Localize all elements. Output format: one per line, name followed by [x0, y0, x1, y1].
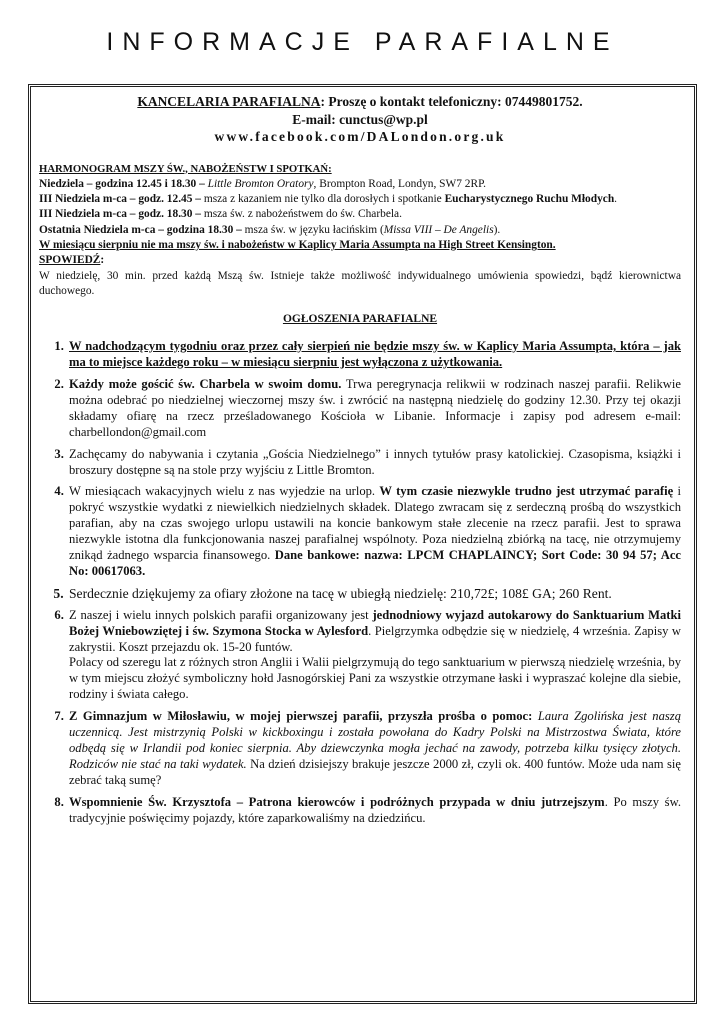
announcement-5: 5. Serdecznie dziękujemy za ofiary złożone na tacę w ubiegłą niedzielę: 210,72£; 108£ GA; 260 Rent. [67, 586, 681, 602]
confession-heading: SPOWIEDŹ: [39, 254, 105, 267]
office-email: E-mail: cunctus@wp.pl [292, 111, 428, 127]
schedule-line-2: III Niedziela m-ca – godz. 12.45 – msza z kazaniem nie tylko dla dorosłych i spotkanie Eucharystycznego Ruchu Młodych. [39, 193, 618, 206]
announcement-7: 7. Z Gimnazjum w Miłosławiu, w mojej pierwszej parafii, przyszła prośba o pomoc: Laura Zgolińska jest naszą uczennicą. Jest mistrzynią Polski w kickboxingu i została powołana do Kadry Polski na Mistrzostwa Świata, które odbędą się w Irlandii pod koniec sierpnia. Aby dziewczynka mogła jechać na zawody, potrzeba kilku tysięcy złotych. Rodziców nie stać na taki wydatek. Na dzień dzisiejszy brakuje jeszcze 2000 zł, czyli ok. 400 funtów. Może uda nam się zebrać taką sumę? [67, 709, 681, 789]
announcement-2: 2. Każdy może gościć św. Charbela w swoim domu. Trwa peregrynacja relikwii w rodzinach naszej parafii. Relikwie można odebrać po niedzielnej wieczornej mszy św. i zwrócić na następną niedzielę do godziny 12.30. Przy tej okazji składamy ofiarę na rzecz prześladowanego Kościoła w Libanie. Informacje i zapisy pod adresem e-mail: charbellondon@gmail.com [67, 377, 681, 441]
schedule-line-1: Niedziela – godzina 12.45 i 18.30 – Little Bromton Oratory, Brompton Road, Londyn, SW7 2RP. [39, 177, 486, 190]
office-facebook: www.facebook.com/DALondon.org.uk [214, 129, 506, 144]
office-contact [39, 93, 681, 146]
announcement-1: 1. W nadchodzącym tygodniu oraz przez cały sierpień nie będzie mszy św. w Kaplicy Maria Assumpta, która – jak ma to miejsce każdego roku – w miesiącu sierpniu jest wyłączona z użytkowania. [67, 339, 681, 371]
office-label: KANCELARIA PARAFIALNA [137, 94, 321, 109]
schedule-heading: HARMONOGRAM MSZY ŚW., NABOŻEŃSTW I SPOTKAŃ: [39, 162, 332, 175]
announcement-3: 3. Zachęcamy do nabywania i czytania „Gościa Niedzielnego” i innych tytułów prasy katolickiej. Czasopisma, książki i broszury dostępne są na stole przy wyjściu z Little Bromton. [67, 447, 681, 479]
bulletin-content [39, 93, 681, 833]
announcement-8: 8. Wspomnienie Św. Krzysztofa – Patrona kierowców i podróżnych przypada w dniu jutrzejszym. Po mszy św. tradycyjnie poświęcimy pojazdy, które zaparkowaliśmy na dziedzińcu. [67, 795, 681, 827]
page-title: INFORMACJE PARAFIALNE [106, 28, 619, 56]
schedule-line-5: W miesiącu sierpniu nie ma mszy św. i nabożeństw w Kaplicy Maria Assumpta na High Street Kensington. [39, 238, 556, 251]
bulletin-frame [28, 84, 697, 1004]
mass-schedule [39, 162, 681, 300]
schedule-line-4: Ostatnia Niedziela m-ca – godzina 18.30 – msza św. w języku łacińskim (Missa VIII – De Angelis). [39, 223, 501, 236]
announcements-title: OGŁOSZENIA PARAFIALNE [282, 313, 438, 326]
schedule-line-3: III Niedziela m-ca – godz. 18.30 – msza św. z nabożeństwem do św. Charbela. [39, 208, 402, 221]
announcement-6: 6. Z naszej i wielu innych polskich parafii organizowany jest jednodniowy wyjazd autokarowy do Sanktuarium Matki Bożej Wniebowziętej i św. Szymona Stocka w Aylesford. Pielgrzymka odbędzie się w niedzielę, 4 września. Zapisy w zakrystii. Koszt przejazdu ok. 15-20 funtów. Polacy od szeregu lat z różnych stron Anglii i Walii pielgrzymują do tego sanktuarium w pierwszą niedzielę września, by w tym miejscu złożyć symboliczny hołd Jasnogórskiej Pani za wszystkie otrzymane łaski i wypraszać kolejne dla siebie, rodziny i świata całego. [67, 608, 681, 703]
office-phone: : Proszę o kontakt telefoniczny: 07449801752. [320, 94, 583, 109]
confession-text: W niedzielę, 30 min. przed każdą Mszą św. Istnieje także możliwość indywidualnego umówienia spowiedzi, bądź kierownictwa duchowego. [39, 269, 681, 297]
announcement-4: 4. W miesiącach wakacyjnych wielu z nas wyjedzie na urlop. W tym czasie niezwykle trudno jest utrzymać parafię i pokryć wszystkie wydatki z niewielkich niedzielnych składek. Dlatego zwracam się z serdeczną prośbą do wszystkich parafian, aby na czas swojego urlopu ustawili na koncie bankowym stałe zlecenie na rzecz parafii. Jest to sprawa niezwykle istotna dla funkcjonowania naszej parafialnej wspólnoty. Poza niedzielną zbiórką na tacę, nie otrzymujemy znikąd żadnego wsparcia finansowego. Dane bankowe: nazwa: LPCM CHAPLAINCY; Sort Code: 30 94 57; Acc No: 00617063. [67, 484, 681, 579]
announcements-list [39, 339, 681, 826]
announcement-6-paragraph-2: Polacy od szeregu lat z różnych stron Anglii i Walii pielgrzymują do tego sanktuarium w pierwszą niedzielę września, by w tym miejscu złożyć symboliczny hołd Jasnogórskiej Pani za wszystkie otrzymane łaski i wypraszać kolejne dla siebie, rodziny i świata całego. [69, 655, 681, 702]
